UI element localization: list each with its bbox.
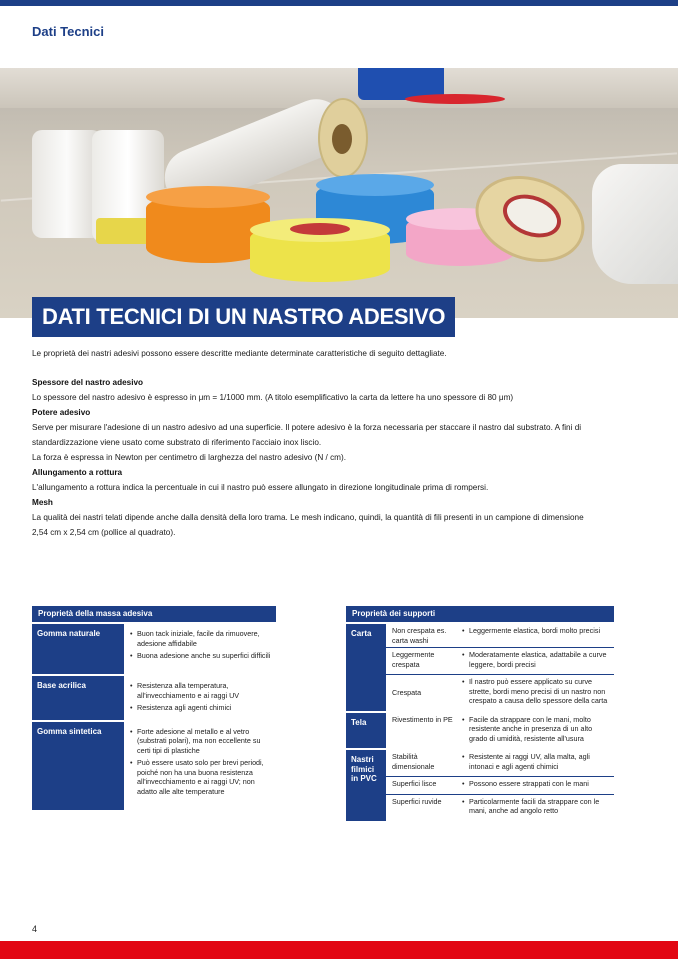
row-description <box>458 675 614 711</box>
section-paragraph: Serve per misurare l'adesione di un nastro adesivo ad una superficie. Il potere adesivo è la forza necessaria per staccare il nastro dal substrato. A fini di standardizzazione viene usato come substrato di riferimento l'acciaio inox liscio. <box>32 423 582 447</box>
table-row <box>346 794 614 821</box>
row-category: Base acrilica <box>32 676 124 720</box>
table-row <box>346 675 614 711</box>
intro-paragraph: Le proprietà dei nastri adesivi possono essere descritte mediante determinate caratteristiche di seguito dettagliate. <box>32 349 447 358</box>
row-subtype: Rivestimento in PE <box>392 714 453 724</box>
row-category: Carta <box>346 624 386 711</box>
table-row <box>346 648 614 675</box>
bullet-item: • Il nastro può essere applicato su curve strette, bordi meno precisi di un nastro non crespato a causa dello spessore della carta <box>462 677 612 706</box>
blue-roll-top <box>316 174 434 196</box>
section-paragraph: La forza è espressa in Newton per centimetro di larghezza del nastro adesivo (N / cm). <box>32 453 346 462</box>
row-values <box>124 676 276 720</box>
body-text <box>32 346 592 540</box>
row-category: Nastri filmici in PVC <box>346 750 386 821</box>
bullet-item: • Forte adesione al metallo e al vetro (substrati polari), ma non eccellente su certi tipi di plastiche <box>130 727 272 756</box>
row-description <box>458 750 614 777</box>
row-subtype: Non crespata es. carta washi <box>386 624 458 648</box>
table-header: Proprietà della massa adesiva <box>32 606 276 622</box>
row-subtype: Superfici lisce <box>386 777 458 795</box>
row-subtype: Superfici ruvide <box>392 796 442 806</box>
section-paragraph: L'allungamento a rottura indica la percentuale in cui il nastro può essere allungato in direzione longitudinale prima di rompersi. <box>32 483 489 492</box>
top-brand-bar <box>0 0 678 6</box>
hero-image <box>0 68 678 318</box>
table-row <box>346 750 614 777</box>
row-values <box>124 722 276 810</box>
row-subtype: Leggermente crespata <box>386 648 458 675</box>
table-row <box>346 624 614 648</box>
bullet-item: • Resistenza alla temperatura, all'invecchiamento e ai raggi UV <box>130 681 272 700</box>
table-row <box>346 713 614 749</box>
bullet-item: • Particolarmente facili da strappare con le mani, anche ad angolo retto <box>462 797 612 816</box>
row-description <box>458 624 614 648</box>
row-description <box>458 777 614 795</box>
bottom-brand-bar <box>0 941 678 959</box>
section-paragraph: La qualità dei nastri telati dipende anche dalla densità della loro trama. Le mesh indicano, quindi, la quantità di fili presenti in un campione di dimensione 2,54 cm x 2,54 cm (pollice al quadrato). <box>32 513 584 537</box>
plastic-film <box>592 164 678 284</box>
support-properties-table <box>346 606 614 821</box>
table-header: Proprietà dei supporti <box>346 606 614 622</box>
section-heading: Mesh <box>32 498 53 507</box>
table-row <box>32 624 276 674</box>
table-row <box>32 722 276 810</box>
bullet-item: • Possono essere strappati con le mani <box>462 779 612 789</box>
section-heading: Potere adesivo <box>32 408 91 417</box>
bullet-item: • Moderatamente elastica, adattabile a curve leggere, bordi precisi <box>462 650 612 669</box>
bullet-item: • Facile da strappare con le mani, molto resistente anche in presenza di un alto grado di umidità, resistente all'usura <box>462 715 612 744</box>
section-paragraph: Lo spessore del nastro adesivo è espresso in μm = 1/1000 mm. (A titolo esemplificativo la carta da lettere ha uno spessore di 80 μm) <box>32 393 514 402</box>
row-category: Gomma sintetica <box>32 722 124 810</box>
table-row <box>346 777 614 795</box>
row-description <box>458 648 614 675</box>
bullet-item: • Leggermente elastica, bordi molto precisi <box>462 626 612 636</box>
adhesive-properties-table <box>32 606 276 810</box>
row-subtype: Stabilità dimensionale <box>386 750 458 777</box>
bullet-item: • Può essere usato solo per brevi periodi, poiché non ha una buona resistenza all'invecchiamento e ai raggi UV; non adatto alle alte temperature <box>130 758 272 796</box>
bullet-item: • Buona adesione anche su superfici difficili <box>130 651 272 661</box>
table-row <box>32 676 276 720</box>
row-description <box>458 713 614 749</box>
headline-banner <box>32 297 455 337</box>
orange-roll-top <box>146 186 270 208</box>
row-description <box>458 794 614 821</box>
row-values <box>124 624 276 674</box>
page-headline: DATI TECNICI DI UN NASTRO ADESIVO <box>42 304 446 329</box>
bullet-item: • Buon tack iniziale, facile da rimuovere, adesione affidabile <box>130 629 272 648</box>
red-lid <box>405 94 505 104</box>
section-title: Dati Tecnici <box>32 24 105 39</box>
masker-core <box>332 124 352 154</box>
page-number: 4 <box>32 924 38 934</box>
row-subtype: Crespata <box>392 688 422 697</box>
row-category: Gomma naturale <box>32 624 124 674</box>
section-heading: Spessore del nastro adesivo <box>32 378 144 387</box>
bullet-item: • Resistenza agli agenti chimici <box>130 703 272 713</box>
section-heading: Allungamento a rottura <box>32 468 123 477</box>
bullet-item: • Resistente ai raggi UV, alla malta, agli intonaci e agli agenti chimici <box>462 752 612 771</box>
yellow-roll-core <box>290 223 350 235</box>
row-category: Tela <box>346 713 386 749</box>
